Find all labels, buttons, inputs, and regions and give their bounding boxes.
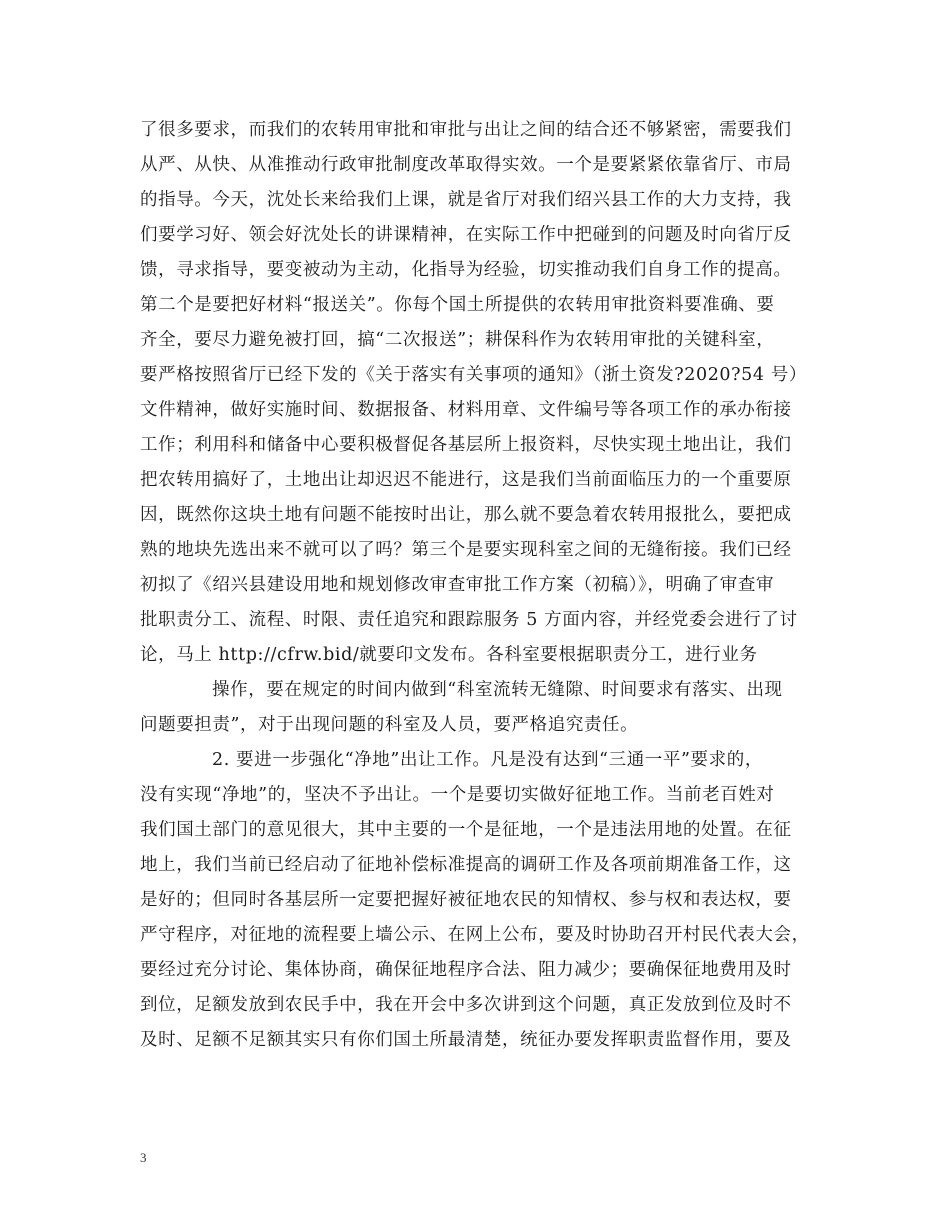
text-line: 批职责分工、流程、时限、责任追究和跟踪服务 5 方面内容，并经党委会进行了讨 (140, 610, 798, 630)
text-line: 馈，寻求指导，要变被动为主动，化指导为经验，切实推动我们自身工作的提高。 (140, 260, 792, 280)
text-line: 我们国土部门的意见很大，其中主要的一个是征地，一个是违法用地的处置。在征 (140, 820, 792, 840)
text-line: 初拟了《绍兴县建设用地和规划修改审查审批工作方案（初稿）》，明确了审查审 (140, 575, 775, 595)
text-line: 论，马上 http://cfrw.bid/就要印文发布。各科室要根据职责分工，进行业务 (140, 645, 758, 665)
text-line: 要严格按照省厅已经下发的《关于落实有关事项的通知》（浙土资发?2020?54 号） (140, 365, 807, 385)
text-line: 文件精神，做好实施时间、数据报备、材料用章、文件编号等各项工作的承办衔接 (140, 400, 792, 420)
text-line: 没有实现“净地”的，坚决不予出让。一个是要切实做好征地工作。当前老百姓对 (140, 785, 775, 805)
text-line: 因，既然你这块土地有问题不能按时出让，那么就不要急着农转用报批么，要把成 (140, 505, 792, 525)
text-line-indented: 操作，要在规定的时间内做到“科室流转无缝隙、时间要求有落实、出现 (212, 680, 783, 700)
text-line: 了很多要求，而我们的农转用审批和审批与出让之间的结合还不够紧密，需要我们 (140, 120, 792, 140)
section-heading-line: 2. 要进一步强化“净地”出让工作。凡是没有达到“三通一平”要求的， (212, 750, 763, 770)
text-line: 地上，我们当前已经启动了征地补偿标准提高的调研工作及各项前期准备工作，这 (140, 855, 792, 875)
text-line: 严守程序，对征地的流程要上墙公示、在网上公布，要及时协助召开村民代表大会， (140, 925, 810, 945)
text-line: 要经过充分讨论、集体协商，确保征地程序合法、阻力减少；要确保征地费用及时 (140, 960, 792, 980)
text-line: 们要学习好、领会好沈处长的讲课精神，在实际工作中把碰到的问题及时向省厅反 (140, 225, 792, 245)
page-number: 3 (140, 1150, 147, 1165)
text-line: 把农转用搞好了，土地出让却迟迟不能进行，这是我们当前面临压力的一个重要原 (140, 470, 792, 490)
text-line: 熟的地块先选出来不就可以了吗？第三个是要实现科室之间的无缝衔接。我们已经 (140, 540, 792, 560)
text-line: 工作；利用科和储备中心要积极督促各基层所上报资料，尽快实现土地出让，我们 (140, 435, 792, 455)
text-line: 第二个是要把好材料“报送关”。你每个国土所提供的农转用审批资料要准确、要 (140, 295, 775, 315)
text-line: 到位，足额发放到农民手中，我在开会中多次讲到这个问题，真正发放到位及时不 (140, 995, 792, 1015)
text-line: 问题要担责”，对于出现问题的科室及人员，要严格追究责任。 (140, 715, 639, 735)
text-line: 从严、从快、从准推动行政审批制度改革取得实效。一个是要紧紧依靠省厅、市局 (140, 155, 792, 175)
text-line: 及时、足额不足额其实只有你们国土所最清楚，统征办要发挥职责监督作用，要及 (140, 1030, 792, 1050)
text-line: 是好的；但同时各基层所一定要把握好被征地农民的知情权、参与权和表达权，要 (140, 890, 792, 910)
text-line: 齐全，要尽力避免被打回，搞“二次报送”；耕保科作为农转用审批的关键科室， (140, 330, 775, 350)
text-line: 的指导。今天，沈处长来给我们上课，就是省厅对我们绍兴县工作的大力支持，我 (140, 190, 792, 210)
